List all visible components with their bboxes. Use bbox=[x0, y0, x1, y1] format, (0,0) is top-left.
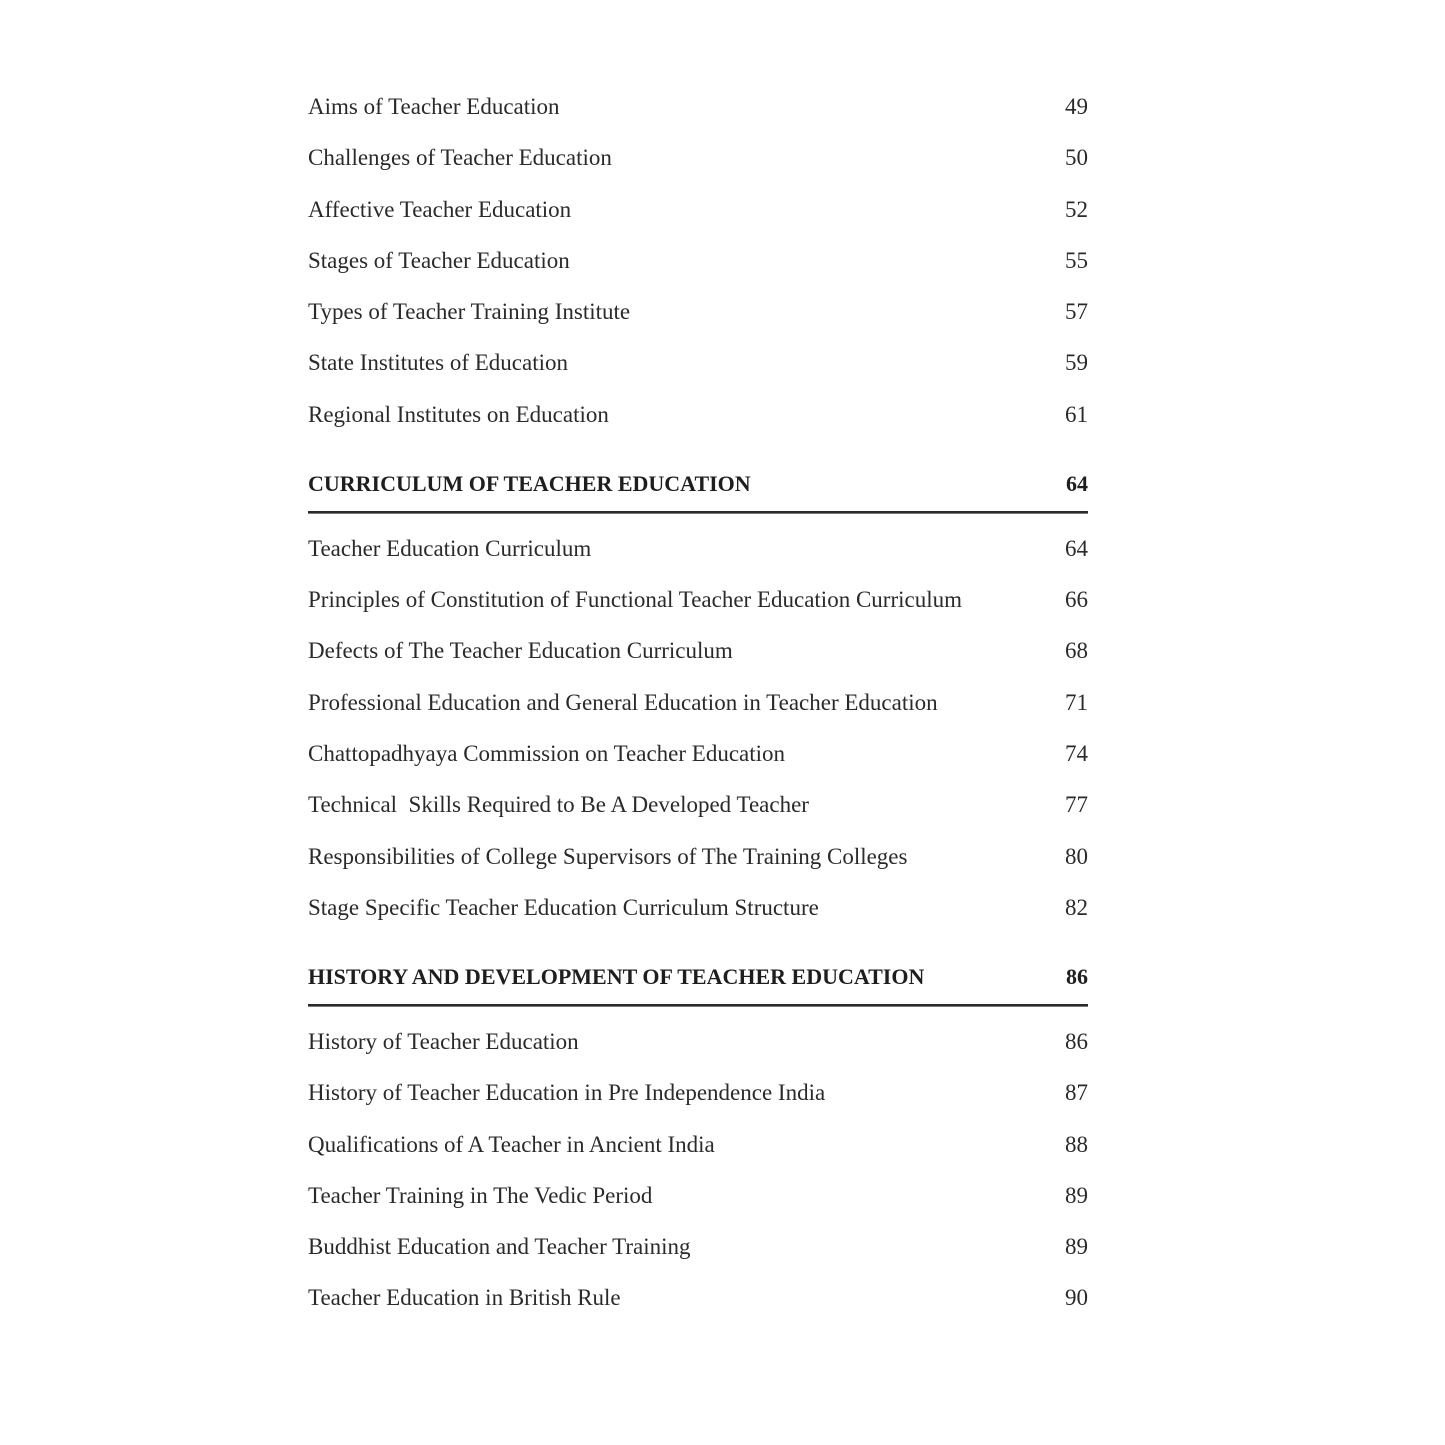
toc-entry bbox=[308, 790, 1088, 820]
toc-entry-title: Aims of Teacher Education bbox=[308, 94, 560, 119]
toc-entry-title: Qualifications of A Teacher in Ancient India bbox=[308, 1132, 715, 1157]
toc-entry-title: Principles of Constitution of Functional Teacher Education Curriculum bbox=[308, 587, 962, 612]
toc-entry-page: 68 bbox=[1065, 638, 1088, 663]
toc-entry bbox=[308, 688, 1088, 718]
toc-entry bbox=[308, 92, 1088, 122]
toc-entry bbox=[308, 1078, 1088, 1108]
toc-entry-page: 82 bbox=[1065, 895, 1088, 920]
toc-entry-title: Teacher Training in The Vedic Period bbox=[308, 1183, 653, 1208]
chapter-heading-page: 64 bbox=[1066, 471, 1088, 496]
toc-entry-page: 52 bbox=[1065, 197, 1088, 222]
toc-entry bbox=[308, 739, 1088, 769]
toc-entry bbox=[308, 400, 1088, 430]
chapter-divider bbox=[308, 1004, 1088, 1007]
toc-entry-page: 80 bbox=[1065, 844, 1088, 869]
toc-entry-page: 89 bbox=[1065, 1183, 1088, 1208]
toc-entry-title: Responsibilities of College Supervisors of The Training Colleges bbox=[308, 844, 908, 869]
toc-entry bbox=[308, 1130, 1088, 1160]
toc-entry-title: Stage Specific Teacher Education Curriculum Structure bbox=[308, 895, 819, 920]
toc-entry bbox=[308, 534, 1088, 564]
toc-entry-page: 59 bbox=[1065, 350, 1088, 375]
toc-entry-title: Teacher Education Curriculum bbox=[308, 536, 592, 561]
toc-entry-page: 90 bbox=[1065, 1285, 1088, 1310]
toc-entry bbox=[308, 893, 1088, 923]
toc-entry-title: Chattopadhyaya Commission on Teacher Education bbox=[308, 741, 786, 766]
toc-entry-page: 74 bbox=[1065, 741, 1088, 766]
toc-entry-page: 61 bbox=[1065, 402, 1088, 427]
toc-entry-title: Buddhist Education and Teacher Training bbox=[308, 1234, 691, 1259]
toc-entry-page: 57 bbox=[1065, 299, 1088, 324]
chapter-heading-title: CURRICULUM OF TEACHER EDUCATION bbox=[308, 471, 751, 496]
toc-entry-page: 88 bbox=[1065, 1132, 1088, 1157]
chapter-heading-page: 86 bbox=[1066, 964, 1088, 989]
toc-entry-page: 86 bbox=[1065, 1029, 1088, 1054]
toc-entry-title: Affective Teacher Education bbox=[308, 197, 572, 222]
toc-entry bbox=[308, 1181, 1088, 1211]
toc-entry-page: 64 bbox=[1065, 536, 1088, 561]
toc-entry bbox=[308, 842, 1088, 872]
chapter-heading bbox=[308, 962, 1088, 992]
toc-entry-title: Challenges of Teacher Education bbox=[308, 145, 612, 170]
toc-entry-page: 87 bbox=[1065, 1080, 1088, 1105]
toc-entry-title: Professional Education and General Education in Teacher Education bbox=[308, 690, 938, 715]
toc-entry bbox=[308, 246, 1088, 276]
toc-entry-title: History of Teacher Education bbox=[308, 1029, 579, 1054]
toc-entry bbox=[308, 297, 1088, 327]
toc-entry bbox=[308, 585, 1088, 615]
toc-entry-title: Defects of The Teacher Education Curriculum bbox=[308, 638, 733, 663]
toc-entry-page: 50 bbox=[1065, 145, 1088, 170]
toc-entry-title: State Institutes of Education bbox=[308, 350, 568, 375]
toc-entry-page: 71 bbox=[1065, 690, 1088, 715]
toc-entry bbox=[308, 195, 1088, 225]
chapter-heading bbox=[308, 469, 1088, 499]
toc-entry-page: 49 bbox=[1065, 94, 1088, 119]
toc-entry-page: 66 bbox=[1065, 587, 1088, 612]
toc-entry-title: Technical Skills Required to Be A Developed Teacher bbox=[308, 792, 809, 817]
toc-entry-page: 89 bbox=[1065, 1234, 1088, 1259]
toc-entry bbox=[308, 348, 1088, 378]
toc-entry bbox=[308, 1027, 1088, 1057]
toc-entry bbox=[308, 1232, 1088, 1262]
chapter-divider bbox=[308, 511, 1088, 514]
toc-entry-page: 55 bbox=[1065, 248, 1088, 273]
toc-entry-title: History of Teacher Education in Pre Independence India bbox=[308, 1080, 826, 1105]
toc-entry bbox=[308, 636, 1088, 666]
toc-entry-title: Regional Institutes on Education bbox=[308, 402, 609, 427]
toc-entry-title: Teacher Education in British Rule bbox=[308, 1285, 621, 1310]
toc-entry bbox=[308, 143, 1088, 173]
toc-entry-page: 77 bbox=[1065, 792, 1088, 817]
toc-entry bbox=[308, 1283, 1088, 1313]
toc-entry-title: Types of Teacher Training Institute bbox=[308, 299, 631, 324]
toc-entry-title: Stages of Teacher Education bbox=[308, 248, 570, 273]
chapter-heading-title: HISTORY AND DEVELOPMENT OF TEACHER EDUCATION bbox=[308, 964, 925, 989]
